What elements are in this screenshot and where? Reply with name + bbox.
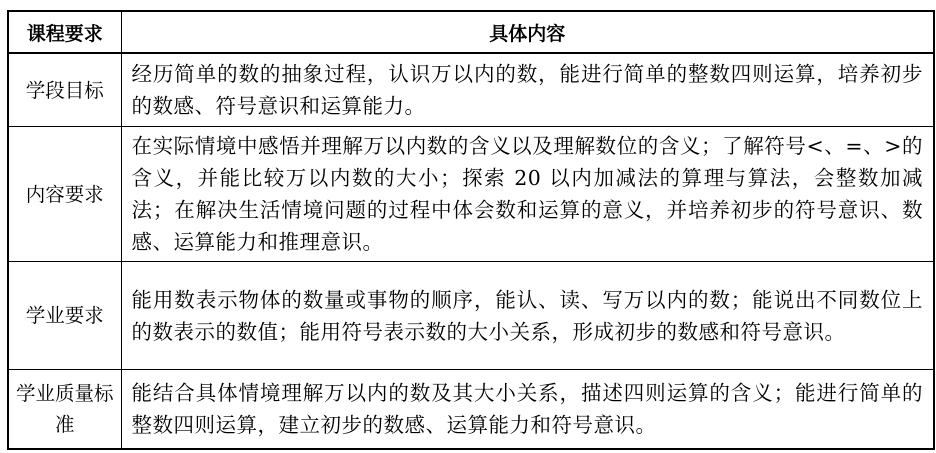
table-row — [8, 53, 934, 127]
row-label-content-requirement: 内容要求 — [8, 127, 121, 262]
row-label-academic-requirement: 学业要求 — [8, 262, 121, 370]
row-content-academic-requirement: 能用数表示物体的数量或事物的顺序，能认、读、写万以内的数；能说出不同数位上的数表示的数值；能用符号表示数的大小关系，形成初步的数感和符号意识。 — [121, 262, 934, 370]
table-row — [8, 127, 934, 262]
table-row — [8, 370, 934, 450]
header-course-requirement: 课程要求 — [8, 11, 121, 53]
row-content-content-requirement: 在实际情境中感悟并理解万以内数的含义以及理解数位的含义；了解符号<、=、>的含义，并能比较万以内数的大小；探索 20 以内加减法的算理与算法，会整数加减法；在解决生活情境问题的过程中体会数和运算的意义，并培养初步的符号意识、数感、运算能力和推理意识。 — [121, 127, 934, 262]
table-header-row — [8, 11, 934, 53]
row-content-stage-goal: 经历简单的数的抽象过程，认识万以内的数，能进行简单的整数四则运算，培养初步的数感、符号意识和运算能力。 — [121, 53, 934, 127]
row-label-quality-standard: 学业质量标准 — [8, 370, 121, 450]
row-label-stage-goal: 学段目标 — [8, 53, 121, 127]
row-content-quality-standard: 能结合具体情境理解万以内的数及其大小关系，描述四则运算的含义；能进行简单的整数四则运算，建立初步的数感、运算能力和符号意识。 — [121, 370, 934, 450]
curriculum-requirements-table — [7, 10, 935, 450]
curriculum-table-container — [7, 10, 933, 450]
header-specific-content: 具体内容 — [121, 11, 934, 53]
table-row — [8, 262, 934, 370]
